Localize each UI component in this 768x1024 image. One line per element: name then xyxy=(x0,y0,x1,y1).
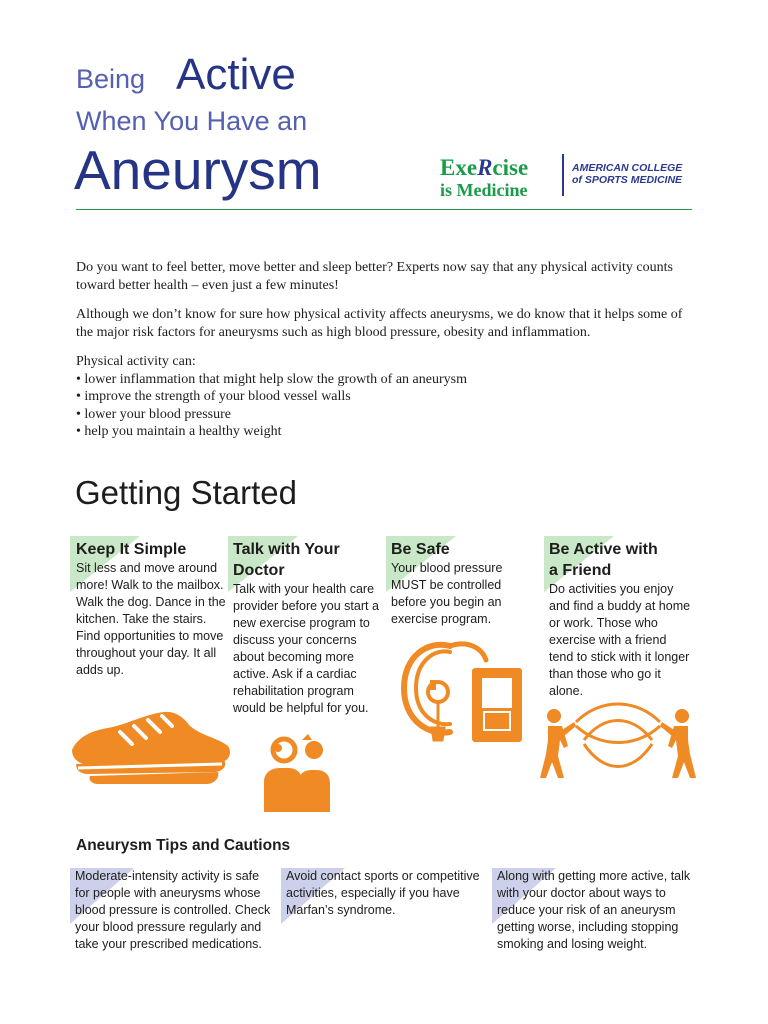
list-item: • lower your blood pressure xyxy=(76,406,231,422)
column-body: Sit less and move around more! Walk to the mailbox. Walk the dog. Dance in the kitchen. Take the stairs. Find opportunities to move throughout your day. It all adds up. xyxy=(76,561,226,677)
getting-started-heading: Getting Started xyxy=(75,474,297,511)
list-item: • lower inflammation that might help slow the growth of an aneurysm xyxy=(76,371,467,387)
intro-section xyxy=(76,259,696,441)
resistance-band-partners-icon xyxy=(540,700,696,780)
acsm-logo xyxy=(572,162,682,186)
tip-text: Along with getting more active, talk with your doctor about ways to reduce your risk of an aneurysm getting worse, including stopping smoking and losing weight. xyxy=(497,869,691,951)
title-aneurysm: Aneurysm xyxy=(74,139,322,201)
intro-paragraph-2: Although we don’t know for sure how physical activity affects aneurysms, we do know that it helps some of the major risk factors for aneurysms such as high blood pressure, obesity and inflammation. xyxy=(76,307,683,340)
logo-eim-rx: R xyxy=(477,155,493,180)
title-being: Being xyxy=(76,64,146,94)
logo-eim-line2: is Medicine xyxy=(440,180,528,200)
tip-text: Moderate-intensity activity is safe for people with aneurysms whose blood pressure is controlled. Check your blood pressure regularly and take your prescribed medications. xyxy=(75,869,271,951)
doctor-patient-icon xyxy=(258,728,338,812)
header-rule xyxy=(76,209,692,210)
acsm-line2: of SPORTS MEDICINE xyxy=(572,174,683,186)
column-title: Be Active with a Friend xyxy=(549,541,658,579)
exercise-is-medicine-logo xyxy=(440,156,528,199)
acsm-line1: AMERICAN COLLEGE xyxy=(572,162,683,174)
list-item: • improve the strength of your blood vessel walls xyxy=(76,389,351,404)
logo-eim-part2: cise xyxy=(492,155,529,180)
column-keep-it-simple xyxy=(70,536,228,679)
column-talk-with-doctor xyxy=(228,536,386,717)
benefits-list-heading: Physical activity can: xyxy=(76,354,196,369)
column-body: Talk with your health care provider before you start a new exercise program to discuss your concerns about becoming more active. Ask if a cardiac rehabilitation program would be helpful for you. xyxy=(233,582,379,715)
column-body: Your blood pressure MUST be controlled before you begin an exercise program. xyxy=(391,561,503,626)
column-body: Do activities you enjoy and find a buddy at home or work. Those who exercise with a friend tend to stick with it longer than those who go it alone. xyxy=(549,582,691,698)
logo-eim-part1: Exe xyxy=(440,155,478,180)
sneaker-icon xyxy=(68,706,234,786)
column-title: Keep It Simple xyxy=(76,541,187,558)
benefits-list xyxy=(76,371,696,441)
tip-avoid-contact-sports xyxy=(281,868,487,919)
blood-pressure-cuff-icon xyxy=(398,636,534,748)
column-title: Be Safe xyxy=(391,541,450,558)
column-be-active-with-friend xyxy=(544,536,702,700)
tip-moderate-intensity xyxy=(70,868,276,953)
title-when: When You Have an xyxy=(76,106,308,136)
logo-divider xyxy=(562,154,564,196)
intro-paragraph-1: Do you want to feel better, move better and sleep better? Experts now say that any physical activity counts toward better health – even just a few minutes! xyxy=(76,260,673,293)
tips-heading: Aneurysm Tips and Cautions xyxy=(76,837,291,854)
list-item: • help you maintain a healthy weight xyxy=(76,424,282,439)
column-title: Talk with Your Doctor xyxy=(233,541,340,579)
tip-talk-with-doctor xyxy=(492,868,702,953)
title-active: Active xyxy=(176,50,296,99)
column-be-safe xyxy=(386,536,544,628)
tip-text: Avoid contact sports or competitive activities, especially if you have Marfan’s syndrome. xyxy=(286,869,480,917)
